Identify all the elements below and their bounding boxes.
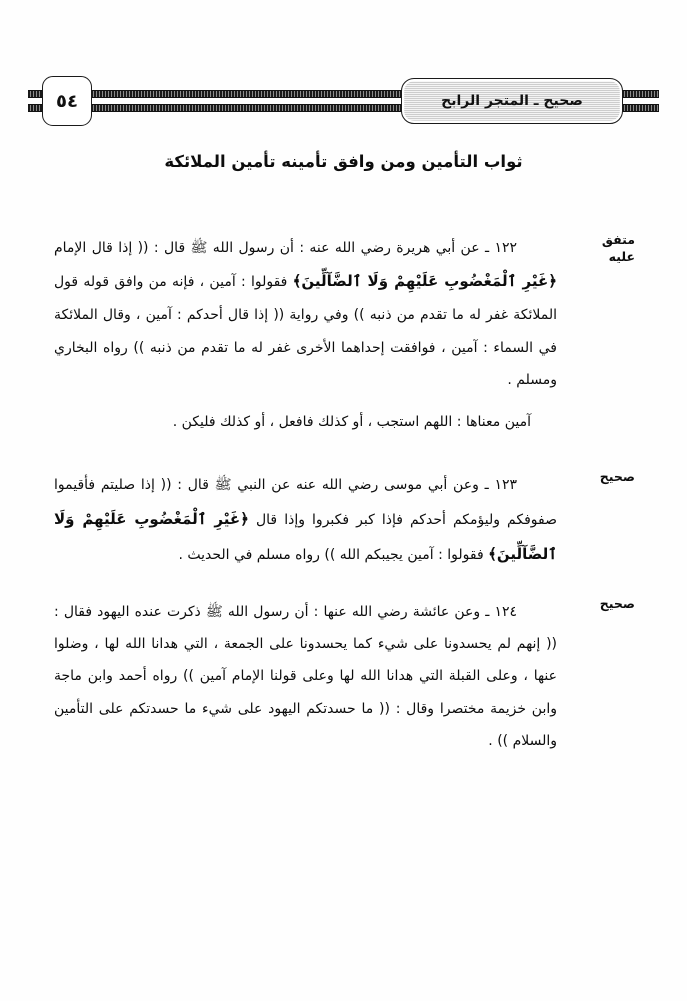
hadith-text-122 bbox=[54, 232, 557, 397]
book-title-plaque bbox=[401, 78, 623, 124]
hadith-entry-122 bbox=[54, 232, 635, 437]
body-column bbox=[54, 232, 635, 764]
quran-bracket-close-122: ﴾ bbox=[292, 272, 302, 291]
quran-verse-123: غَيْرِ ٱلْمَغْضُوبِ عَلَيْهِمْ وَلَا ٱلضَّآلِّينَ bbox=[54, 509, 557, 563]
hadith-entry-124 bbox=[54, 596, 635, 758]
hadith-intro-122: ١٢٢ ـ عن أبي هريرة رضي الله عنه : أن رسول الله ﷺ قال : (( إذا قال الإمام bbox=[54, 240, 517, 256]
section-title: ثواب التأمين ومن وافق تأمينه تأمين الملائكة bbox=[164, 152, 523, 171]
running-header bbox=[28, 78, 659, 122]
explanatory-note-122: آمين معناها : اللهم استجب ، أو كذلك فافعل ، أو كذلك فليكن . bbox=[172, 413, 531, 430]
block-spacer bbox=[54, 578, 635, 596]
quran-bracket-close-123: ﴾ bbox=[488, 544, 497, 563]
hadith-continuation-123: فقولوا : آمين يجيبكم الله )) رواه مسلم في الحديث . bbox=[178, 546, 489, 563]
quran-bracket-open-123: ﴿ bbox=[240, 509, 249, 528]
hadith-continuation-122: فقولوا : آمين ، فإنه من وافق قوله قول الملائكة غفر له ما تقدم من ذنبه )) وفي رواية (( إذا قال أحدكم : آمين ، وقال الملائكة في السماء : آمين ، فوافقت إحداهما الأخرى غفر له ما تقدم من ذنبه )) رواه البخاري ومسلم . bbox=[54, 274, 557, 389]
grading-label-122: متفق عليه bbox=[601, 232, 635, 264]
page-number-box bbox=[42, 76, 92, 126]
quran-bracket-open-122: ﴿ bbox=[548, 272, 558, 291]
grading-label-124: صحيح bbox=[599, 595, 635, 611]
hadith-intro-123: ١٢٣ ـ وعن أبي موسى رضي الله عنه عن النبي ﷺ قال : (( إذا صليتم فأقيموا صفوفكم وليؤمكم أحدكم فإذا كبر فكبروا وإذا قال bbox=[54, 477, 557, 528]
hadith-text-124 bbox=[54, 596, 557, 758]
hadith-text-123 bbox=[54, 469, 557, 571]
block-spacer bbox=[54, 443, 635, 469]
grading-label-123: صحيح bbox=[599, 469, 635, 485]
hadith-intro-124: ١٢٤ ـ وعن عائشة رضي الله عنها : أن رسول الله ﷺ ذكرت عنده اليهود فقال : (( إنهم لم يحسدونا على شيء كما يحسدونا على الجمعة ، التي هدانا الله لها ، وضلوا عنها ، وعلى القبلة التي هدانا الله لها وعلى قولنا الإمام آمين )) رواه أحمد وابن ماجة وابن خزيمة مختصرا وقال : (( ما حسدتكم اليهود على شيء ما حسدتكم على التأمين والسلام )) . bbox=[54, 603, 557, 750]
quran-verse-122: غَيْرِ ٱلْمَغْضُوبِ عَلَيْهِمْ وَلَا ٱلضَّآلِّينَ bbox=[301, 272, 549, 291]
page-number: ٥٤ bbox=[56, 90, 78, 112]
book-title: صحيح ـ المتجر الرابح bbox=[441, 93, 583, 109]
hadith-entry-123 bbox=[54, 469, 635, 571]
